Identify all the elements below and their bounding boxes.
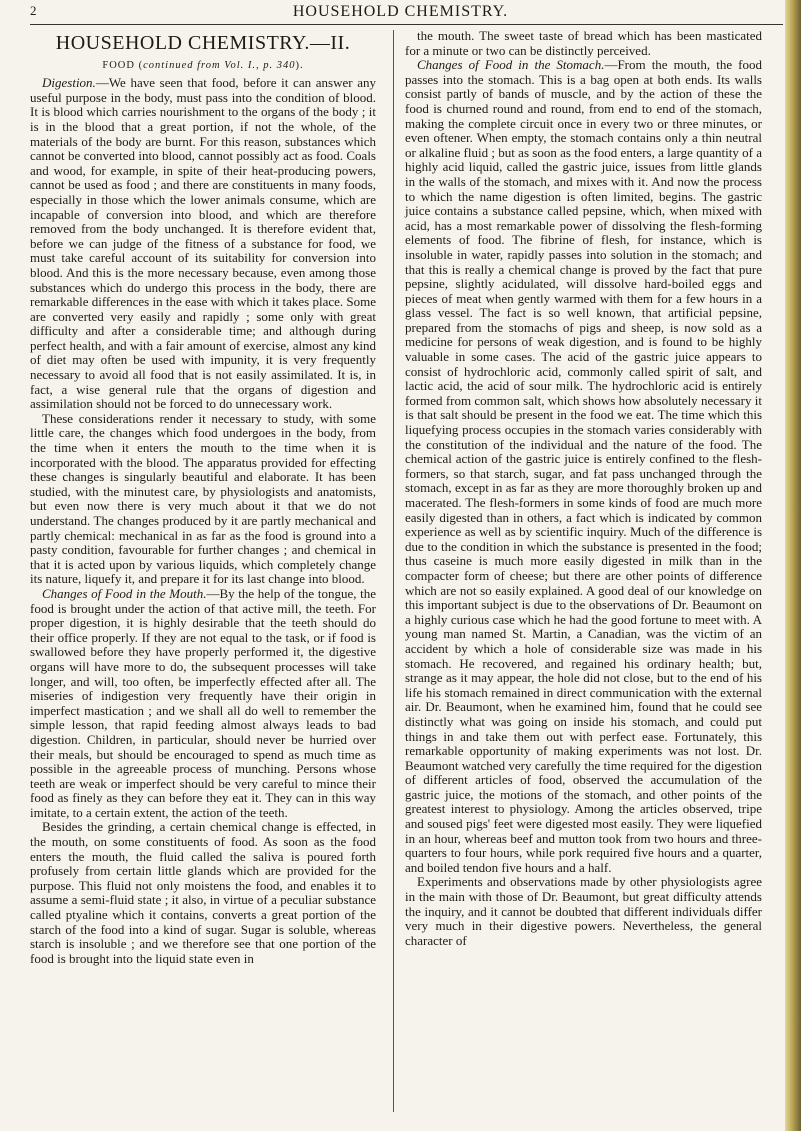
paragraph	[405, 29, 762, 58]
page-number: 2	[30, 3, 37, 18]
left-column	[30, 30, 376, 966]
paragraph-text: —By the help of the tongue, the food is brought under the action of that active mill, the teeth. For proper digestion, it is highly desirable that the teeth should do their office properly. If they are not equal to the task, or if food is swallowed before they have properly performed it, the digestive organs will have more to do, the subsequent processes will take longer, and will, too often, be imperfectly effected after all. The miseries of indigestion very frequently have their origin in imperfect mastication ; and we shall all do well to remember the simple lesson, that rapid feeding almost always leads to bad digestion. Children, in particular, should never be hurried over their meals, but should be encouraged to spend as much time as possible in the agreeable process of munching. Persons whose teeth are weak or imperfect should be very careful to mince their food as finely as they can before they eat it. They can in this way imitate, to a certain extent, the action of the teeth.	[30, 585, 376, 820]
paragraph-text: These considerations render it necessary to study, with some little care, the changes which food undergoes in the body, from the time when it enters the mouth to the time when it is incorporated with the blood. The apparatus provided for effecting these changes is singularly beautiful and elaborate. It has been studied, with the minutest care, by physiologists and anatomists, but even now there is very much about it that we do not understand. The changes produced by it are partly mechanical and partly chemical: mechanical in as far as the food is ground into a pasty condition, favourable for further changes ; and chemical in that it is acted upon by various liquids, which completely change its nature, liquefy it, and prepare it for its last change into blood.	[30, 410, 376, 587]
section-heading: Changes of Food in the Stomach.	[417, 57, 605, 73]
paragraph-text: Besides the grinding, a certain chemical change is effected, in the mouth, on some constituents of food. As soon as the food enters the mouth, the fluid called the saliva is poured forth profusely from certain little glands which are provided for the purpose. This fluid not only moistens the food, and enables it to assume a semi-fluid state ; it also, in virtue of a peculiar substance called ptyaline which it contains, converts a great portion of the starch of the food into a kind of sugar. Sugar is soluble, whereas starch is insoluble ; and we therefore see that one portion of the food is brought into the liquid state even in	[30, 819, 376, 966]
article-title: HOUSEHOLD CHEMISTRY.—II.	[55, 32, 351, 54]
paragraph-text: the mouth. The sweet taste of bread which has been masticated for a minute or two can be distinctly perceived.	[405, 28, 762, 58]
paragraph-text: —We have seen that food, before it can answer any useful purpose in the body, must pass into the condition of blood. It is blood which carries nourishment to the organs of the body ; it is in the blood that a great portion, if not the whole, of the materials of the body are burnt. For this reason, substances which cannot be converted into blood, cannot possibly act as food. Coals and wood, for example, in spite of their heat-producing powers, cannot be used as food ; and there are constituents in many foods, especially in those which the lower animals consume, which are incapable of conversion into blood, and which are therefore removed from the body unchanged. It is therefore evident that, before we can judge of the fitness of a substance for food, we must take careful account of its suitability for conversion into blood. And this is the more necessary because, even among those substances which do undergo this process in the body, there are remarkable differences in the ease with which it takes place. Some are converted very easily and rapidly ; some only with great difficulty and after a considerable time; and although during perfect health, and with a fair amount of exercise, almost any kind of diet may often be used with impunity, it is very frequently necessary to avoid all food that is not easily assimilated. It is, in fact, a wise general rule that the organs of digestion and assimilation should not be forced to do unnecessary work.	[30, 75, 376, 412]
running-title: HOUSEHOLD CHEMISTRY.	[292, 3, 509, 20]
section-heading: Changes of Food in the Mouth.	[42, 585, 207, 601]
source-note: FOOD (continued from Vol. I., p. 340).	[102, 59, 304, 71]
left-body	[30, 76, 376, 966]
paragraph-text: Experiments and observations made by other physiologists agree in the main with those of Dr. Beaumont, but great difficulty attends the inquiry, and it cannot be doubted that different individuals differ very much in their digestive powers. Nevertheless, the general character of	[405, 874, 762, 948]
paragraph	[405, 875, 762, 948]
paragraph	[30, 820, 376, 966]
header-rule	[30, 24, 783, 25]
right-body	[405, 29, 762, 948]
paragraph	[30, 412, 376, 587]
column-divider	[393, 30, 394, 1112]
paragraph	[405, 58, 762, 875]
section-heading: Digestion.	[42, 75, 96, 91]
paragraph	[30, 587, 376, 821]
book-spine-edge	[785, 0, 801, 1131]
paragraph-text: —From the mouth, the food passes into the stomach. This is a bag open at both ends. Its walls consist partly of bands of muscle, and by the action of these the food is churned round and round, from end to end of the stomach, making the complete circuit once in every two or three minutes, or even oftener. When empty, the stomach contains only a thin neutral or alkaline fluid ; but as soon as the food enters, a large quantity of a highly acid liquid, called the gastric juice, issues from little glands in the walls of the stomach, and mixes with it. And now the process to which the name digestion is often limited, begins. The gastric juice contains a substance called pepsine, which, when mixed with acid, has a most remarkable power of dissolving the flesh-forming elements of food. The fibrine of flesh, for instance, which is insoluble in water, rapidly passes into solution in the stomach; and that this is really a chemical change is proved by the fact that pure pepsine, slightly acidulated, will dissolve hard-boiled eggs and pieces of meat when gently warmed with them for a few hours in a glass vessel. The fact is so well known, that artificial pepsine, prepared from the stomachs of pigs and sheep, is now sold as a medicine for persons of weak digestion, and is found to be highly valuable in some cases. The acid of the gastric juice appears to consist of hydrochloric acid, commonly called spirit of salt, and lactic acid, the acid of sour milk. The hydrochloric acid is entirely formed from common salt, which shows how absolutely necessary it is that salt should be present in the food we eat. The time which this liquefying process occupies in the stomach varies considerably with the constitution of the individual and the nature of the food. The chemical action of the gastric juice is entirely confined to the flesh-formers, so that starch, sugar, and fat pass unchanged through the stomach, except in as far as they are more thoroughly broken up and macerated. The flesh-formers in some kinds of food are much more easily digested than in others, a fact which is indicated by common experience as well as by scientific inquiry. Much of the difference is due to the condition in which the substance is presented in the food; thus caseine is much more easily digested in milk than in the compacter form of cheese; but there are other points of difference which are not so easily explained. A good deal of our knowledge on this important subject is due to the observations of Dr. Beaumont on a highly curious case which he had the good fortune to meet with. A young man named St. Martin, a Canadian, was the victim of an accident by which a hole of considerable size was made in his stomach. He recovered, and regained his ordinary health; but, strange as it may appear, the hole did not close, but to the end of his life his stomach remained in direct communication with the external air. Dr. Beaumont, when he examined him, found that he could see distinctly what was going on inside his stomach, and could put things in and take them out with perfect ease. Fortunately, this remarkable opportunity of making experiments was not lost. Dr. Beaumont watched very carefully the time required for the digestion of different articles of food, observed the accumulation of the gastric juice, the motions of the stomach, and other points of the greatest interest to physiology. Among the articles observed, tripe and soused pigs' feet were digested most easily. They were liquefied in an hour, whereas beef and mutton took from two hours and three-quarters to four hours, while pork required five hours and a quarter, and boiled tendon five hours and a half.	[405, 57, 762, 875]
paragraph	[30, 76, 376, 412]
right-column	[405, 29, 762, 948]
